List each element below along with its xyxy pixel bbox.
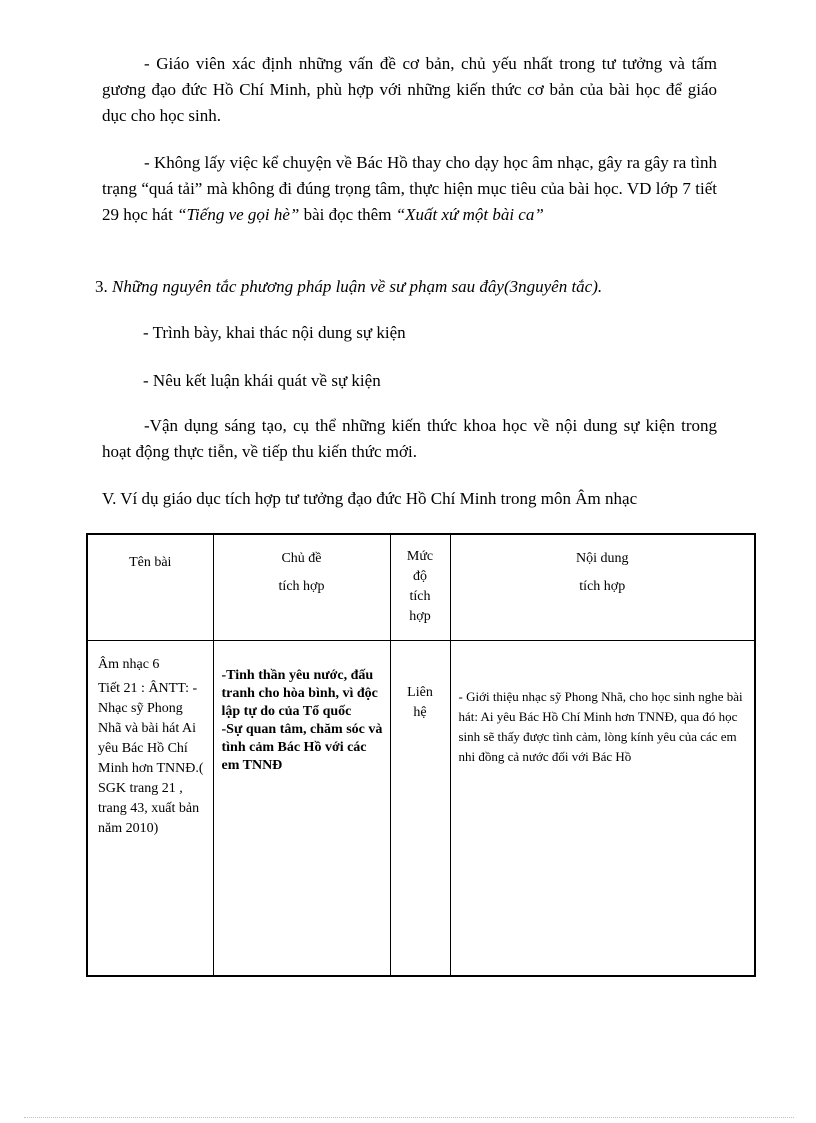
cell-lesson [87, 640, 213, 976]
section-5-heading: V. Ví dụ giáo dục tích hợp tư tưởng đạo đức Hồ Chí Minh trong môn Âm nhạc [102, 489, 638, 508]
header-lesson-name [87, 534, 213, 640]
header-content-line2: tích hợp [579, 579, 626, 594]
header-topic [213, 534, 390, 640]
cell-content: - Giới thiệu nhạc sỹ Phong Nhã, cho học sinh nghe bài hát: Ai yêu Bác Hồ Chí Minh hơn TNNĐ, qua đó học sinh sẽ thấy được tình cảm, lòng kính yêu của các em nhi đồng cả nước đối với Bác Hồ [450, 640, 755, 976]
page-bottom-border [24, 1117, 794, 1118]
reading-title: “Xuất xứ một bài ca” [395, 205, 544, 224]
header-lesson-name-text: Tên bài [129, 555, 172, 570]
level-text: Liên hệ [407, 684, 433, 720]
table-row [87, 640, 755, 976]
header-level-line2: độ [413, 569, 427, 584]
header-topic-line2: tích hợp [278, 579, 325, 594]
section-3-number: 3. [95, 277, 112, 296]
paragraph-connector: bài đọc thêm [299, 205, 396, 224]
cell-topic: -Tinh thần yêu nước, đấu tranh cho hòa bình, vì độc lập tự do của Tổ quốc -Sự quan tâm, chăm sóc và tình cảm Bác Hồ với các em TNNĐ [213, 640, 390, 976]
principle-item-1: - Trình bày, khai thác nội dung sự kiện [143, 323, 406, 342]
paragraph-teacher-role: - Giáo viên xác định những vấn đề cơ bản, chủ yếu nhất trong tư tưởng và tấm gương đạo đức Hồ Chí Minh, phù hợp với những kiến thức cơ bản của bài học để giáo dục cho học sinh. [102, 54, 717, 125]
cell-level [390, 640, 450, 976]
integration-table [86, 533, 756, 977]
header-level-line4: hợp [409, 609, 431, 624]
section-3-heading [95, 274, 602, 300]
header-content [450, 534, 755, 640]
section-3-title: Những nguyên tắc phương pháp luận về sư phạm sau đây(3nguyên tắc). [112, 277, 603, 296]
song-title: “Tiếng ve gọi hè” [177, 205, 300, 224]
paragraph-no-overload-text: - Không lấy việc kể chuyện về Bác Hồ thay cho dạy học âm nhạc, gây ra gây ra tình trạng “quá tải” mà không đi đúng trọng tâm, thực hiện mục tiêu của bài học. VD lớp 7 tiết 29 học hát [102, 153, 717, 224]
lesson-grade: Âm nhạc 6 [98, 656, 160, 672]
principle-item-2: - Nêu kết luận khái quát về sự kiện [143, 371, 381, 390]
header-level-line3: tích [409, 589, 431, 604]
header-topic-line1: Chủ đề [281, 551, 322, 566]
header-content-line1: Nội dung [576, 551, 629, 566]
principle-item-3: -Vận dụng sáng tạo, cụ thể những kiến thức khoa học về nội dung sự kiện trong hoạt động thực tiễn, về tiếp thu kiến thức mới. [102, 416, 717, 461]
header-level-line1: Mức [406, 549, 434, 564]
header-level [390, 534, 450, 640]
table-header-row [87, 534, 755, 640]
lesson-detail: Tiết 21 : ÂNTT: -Nhạc sỹ Phong Nhã và bài hát Ai yêu Bác Hồ Chí Minh hơn TNNĐ.( SGK trang 21 , trang 43, xuất bản năm 2010) [98, 680, 204, 836]
paragraph-no-overload [102, 150, 717, 228]
